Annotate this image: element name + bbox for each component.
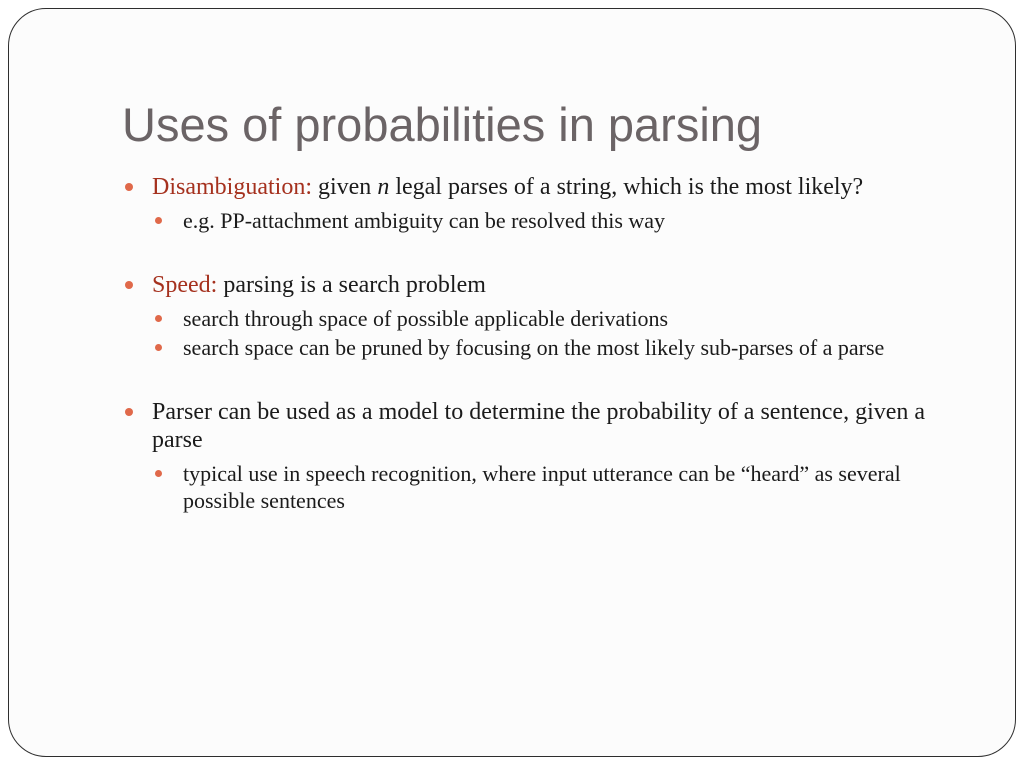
bullet-dot-icon xyxy=(125,183,133,191)
sub-bullet-dot-icon xyxy=(155,315,162,322)
speed-text: parsing is a search problem xyxy=(223,272,486,298)
parser-model-text: Parser can be used as a model to determine the probability of a sentence, given a parse xyxy=(152,399,926,453)
sub-bullet-dot-icon xyxy=(155,217,162,224)
sub-bullet-pruning xyxy=(152,334,952,361)
sub-bullet-pp-attachment xyxy=(152,207,952,234)
speed-label: Speed: xyxy=(152,272,218,298)
bullet-parser-model xyxy=(122,398,952,454)
slide-frame xyxy=(8,8,1016,757)
slide-title: Uses of probabilities in parsing xyxy=(122,98,763,151)
sub-bullet-dot-icon xyxy=(155,470,162,477)
slide-body xyxy=(122,173,952,514)
disambiguation-text-after: legal parses of a string, which is the most likely? xyxy=(395,174,864,200)
sub-bullet-text: e.g. PP-attachment ambiguity can be resolved this way xyxy=(183,208,666,233)
sub-bullet-text: search space can be pruned by focusing on the most likely sub-parses of a parse xyxy=(183,335,885,360)
sub-bullet-search-space xyxy=(152,305,952,332)
disambiguation-label: Disambiguation: xyxy=(152,174,312,200)
sub-bullet-text: typical use in speech recognition, where input utterance can be “heard” as several possible sentences xyxy=(183,461,901,513)
sub-bullet-speech-recognition xyxy=(152,460,952,514)
bullet-dot-icon xyxy=(125,281,133,289)
disambiguation-variable: n xyxy=(377,174,390,200)
sub-bullet-dot-icon xyxy=(155,344,162,351)
bullet-disambiguation xyxy=(122,173,952,201)
sub-bullet-text: search through space of possible applicable derivations xyxy=(183,306,669,331)
disambiguation-text-before: given xyxy=(317,174,372,200)
bullet-speed xyxy=(122,271,952,299)
bullet-dot-icon xyxy=(125,408,133,416)
